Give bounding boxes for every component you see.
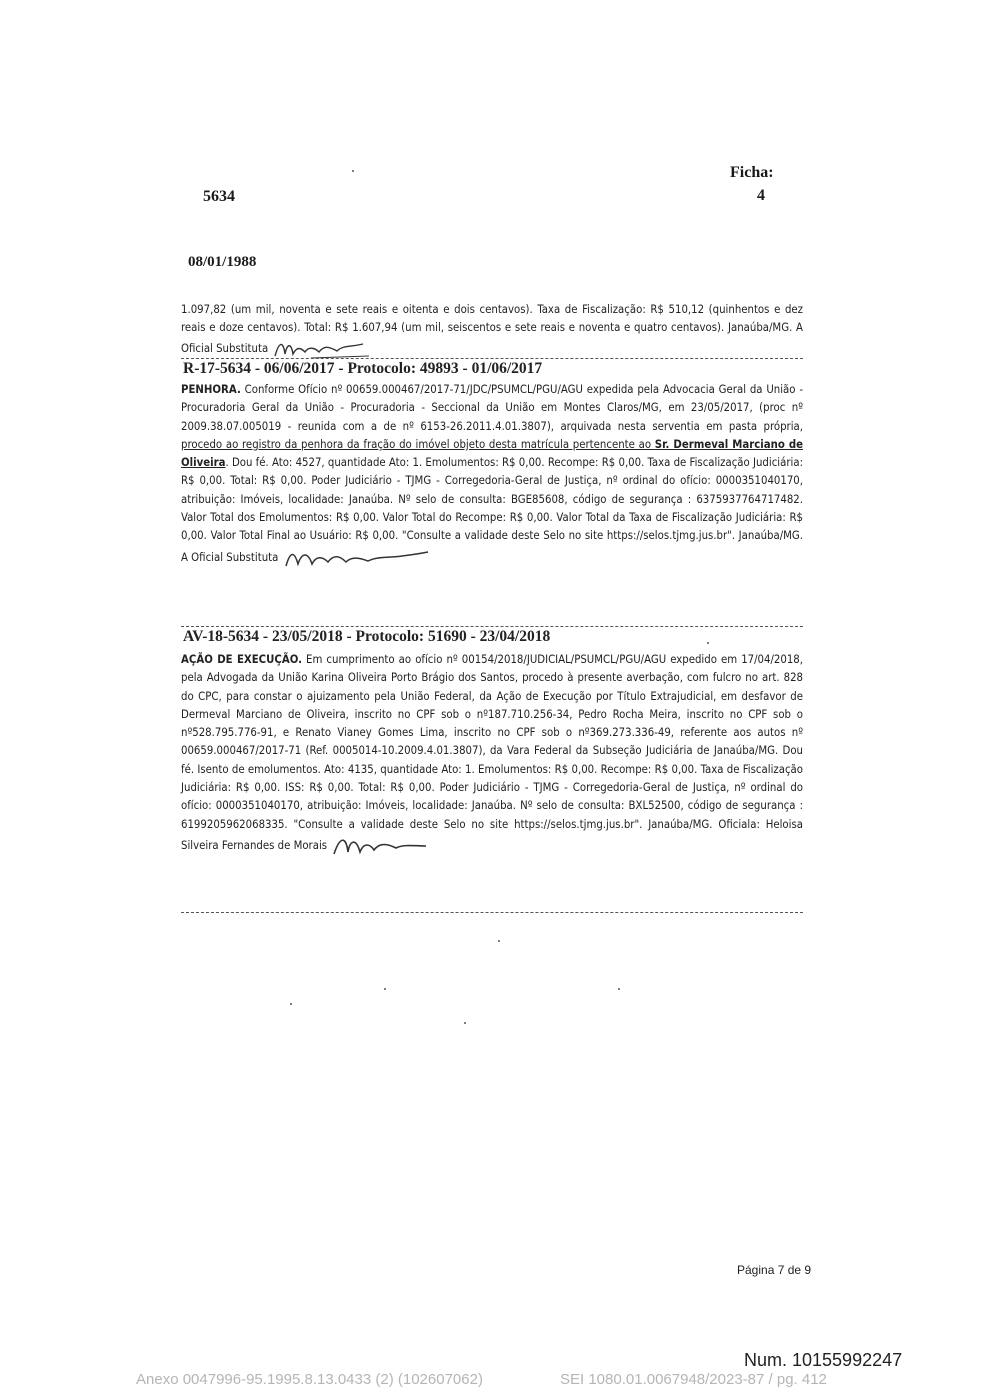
- page-number: Página 7 de 9: [737, 1263, 812, 1277]
- scan-speck: [498, 940, 500, 942]
- scan-speck: [707, 642, 709, 644]
- scan-speck: [352, 170, 354, 172]
- r17-title: R-17-5634 - 06/06/2017 - Protocolo: 49893 - 01/06/2017: [183, 360, 543, 377]
- r17-underlined: procedo ao registro da penhora da fração do imóvel objeto desta matrícula pertencente ao: [181, 437, 655, 451]
- matricula-number: 5634: [203, 188, 235, 205]
- intro-paragraph: [181, 301, 803, 360]
- anexo-reference: Anexo 0047996-95.1995.8.13.0433 (2) (102607062): [136, 1371, 483, 1388]
- av18-text: Em cumprimento ao ofício nº 00154/2018/JUDICIAL/PSUMCL/PGU/AGU expedido em 17/04/2018, pela Advogada da União Karina Oliveira Porto Brágio dos Santos, procedo à presente averbação, com fulcro no art. 828 do CPC, para constar o ajuizamento pela União Federal, da Ação de Execução por Título Extrajudicial, em desfavor de Dermeval Marciano de Oliveira, inscrito no CPF sob o nº187.710.256-34, Pedro Rocha Meira, inscrito no CPF sob o nº528.795.776-91, e Renato Vianey Gomes Lima, inscrito no CPF sob o nº369.273.336-49, referente aos autos nº 00659.000467/2017-71 (Ref. 0005014-10.2009.4.01.3807), da Vara Federal da Subseção Judiciária de Janaúba/MG. Dou fé. Isento de emolumentos. Ato: 4135, quantidade Ato: 1. Emolumentos: R$ 0,00. Recompe: R$ 0,00. Taxa de Fiscalização Judiciária: R$ 0,00. ISS: R$ 0,00. Total: R$ 0,00. Poder Judiciário - TJMG - Corregedoria-Geral de Justiça, nº ordinal do ofício: 0000351040170, atribuição: Imóveis, localidade: Janaúba. Nº selo de consulta: BXL52500, código de segurança : 6199205962068335. "Consulte a validade deste Selo no site https://selos.tjmg.jus.br". Janaúba/MG. Oficiala: Heloisa Silveira Fernandes de Morais: [181, 653, 804, 852]
- separator-line: [181, 912, 803, 913]
- scan-speck: [618, 988, 620, 990]
- signature-icon: [271, 338, 371, 360]
- scan-speck: [290, 1003, 292, 1005]
- signature-icon: [330, 834, 430, 858]
- r17-lead: PENHORA.: [181, 383, 241, 396]
- av18-title: AV-18-5634 - 23/05/2018 - Protocolo: 51690 - 23/04/2018: [183, 628, 551, 645]
- r17-paragraph: [181, 381, 803, 570]
- av18-lead: AÇÃO DE EXECUÇÃO.: [181, 653, 302, 666]
- r17-owner-name: Sr. Dermeval Marciano de Oliveira: [181, 437, 804, 470]
- intro-text: 1.097,82 (um mil, noventa e sete reais e oitenta e dois centavos). Taxa de Fiscalização: R$ 510,12 (quinhentos e dez reais e doze centavos). Total: R$ 1.607,94 (um mil, seiscentos e sete reais e noventa e quatro centavos). Janaúba/MG. A Oficial Substituta: [181, 303, 803, 355]
- separator-line: [181, 358, 803, 359]
- scan-speck: [464, 1022, 466, 1024]
- r17-text-b: . Dou fé. Ato: 4527, quantidade Ato: 1. Emolumentos: R$ 0,00. Recompe: R$ 0,00. Taxa de Fiscalização Judiciária: R$ 0,00. Total: R$ 0,00. Poder Judiciário - TJMG - Corregedoria-Geral de Justiça, nº ordinal do ofício: 0000351040170, atribuição: Imóveis, localidade: Janaúba. Nº selo de consulta: BGE85608, código de segurança : 6375937764717482. Valor Total dos Emolumentos: R$ 0,00. Valor Total do Recompe: R$ 0,00. Valor Total da Taxa de Fiscalização Judiciária: R$ 0,00. Valor Total Final ao Usuário: R$ 0,00. "Consulte a validade deste Selo no site https://selos.tjmg.jus.br". Janaúba/MG. A Oficial Substituta: [181, 456, 803, 564]
- sei-reference: SEI 1080.01.0067948/2023-87 / pg. 412: [560, 1371, 827, 1388]
- scan-speck: [384, 988, 386, 990]
- matricula-date: 08/01/1988: [188, 254, 257, 270]
- separator-line: [181, 626, 803, 627]
- ficha-number: 4: [757, 187, 765, 204]
- av18-paragraph: [181, 651, 803, 858]
- ficha-label: Ficha:: [730, 164, 774, 181]
- r17-text-a: Conforme Ofício nº 00659.000467/2017-71/JDC/PSUMCL/PGU/AGU expedida pela Advocacia Geral da União - Procuradoria Geral da União - Procuradoria - Seccional da União em Montes Claros/MG, em 23/05/2017, (proc nº 2009.38.07.005019 - reunida com a de nº 6153-26.2011.4.01.3807), arquivada nesta serventia em pasta própria,: [181, 383, 803, 433]
- signature-icon: [282, 546, 432, 570]
- document-num: Num. 10155992247: [744, 1350, 903, 1370]
